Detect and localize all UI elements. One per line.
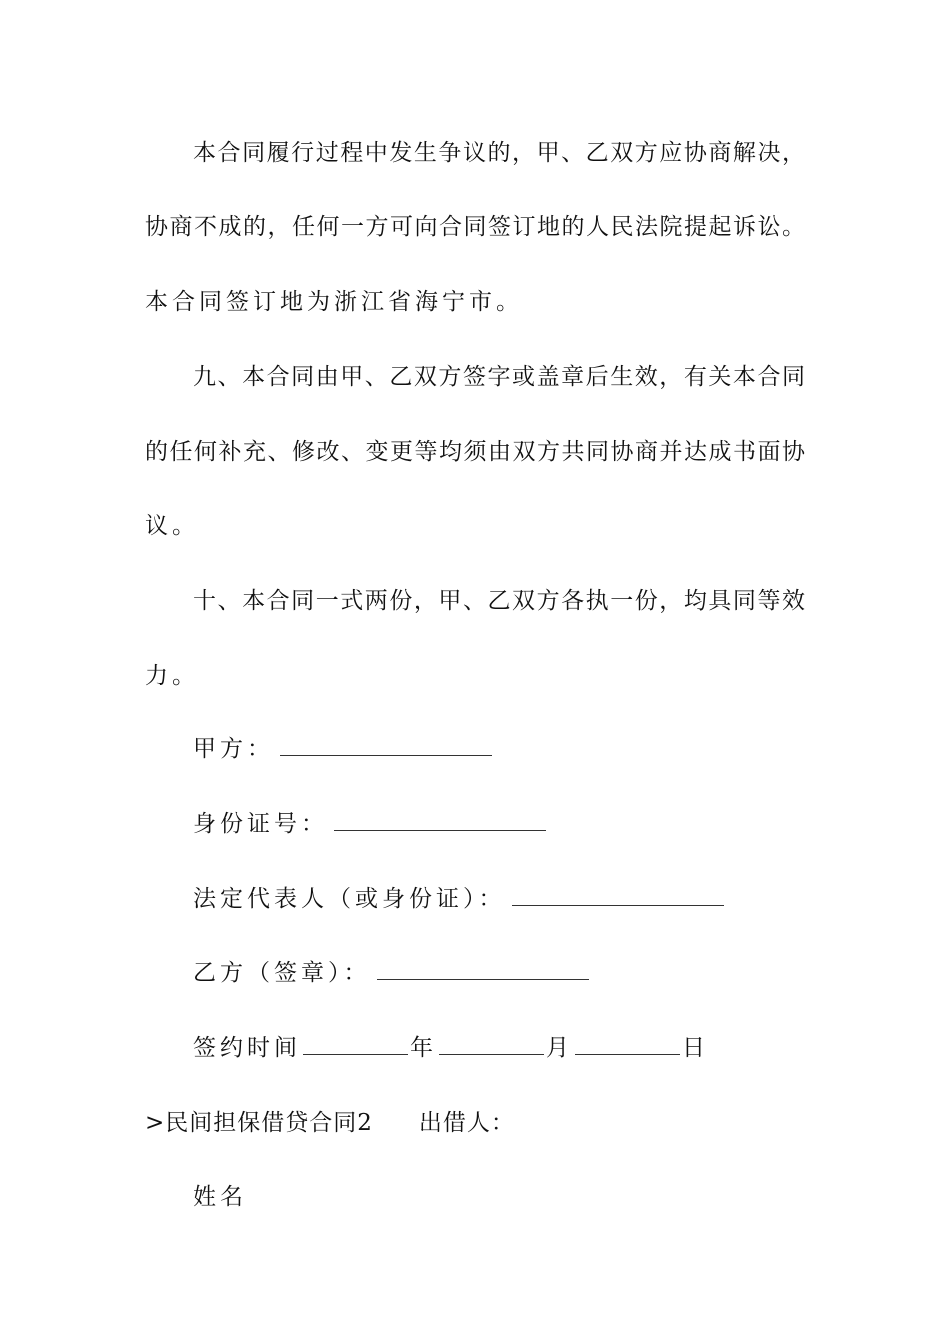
- paragraph-line: 本合同履行过程中发生争议的，甲、乙双方应协商解决，: [193, 140, 805, 166]
- party-a-line: [193, 733, 853, 765]
- paragraph-line: 力。: [145, 663, 199, 689]
- id-number-line: [193, 808, 853, 840]
- next-contract-line: [145, 1107, 805, 1139]
- lender-label: 出借人：: [418, 1110, 515, 1136]
- sign-time-label: 签约时间: [193, 1035, 301, 1061]
- name-line: 姓名: [193, 1184, 247, 1210]
- day-blank: [575, 1032, 680, 1055]
- sign-time-line: [193, 1032, 853, 1064]
- party-b-blank: [377, 957, 589, 980]
- party-a-blank: [280, 733, 492, 756]
- month-label: 月: [546, 1035, 573, 1061]
- year-label: 年: [410, 1035, 437, 1061]
- month-blank: [439, 1032, 544, 1055]
- legal-rep-label: 法定代表人（或身份证）：: [193, 886, 506, 912]
- id-number-blank: [334, 808, 546, 831]
- next-contract-title: >民间担保借贷合同2: [145, 1110, 373, 1136]
- legal-rep-line: [193, 883, 853, 915]
- paragraph-line: 协商不成的，任何一方可向合同签订地的人民法院提起诉讼。: [145, 214, 805, 240]
- day-label: 日: [682, 1035, 709, 1061]
- year-blank: [303, 1032, 408, 1055]
- paragraph-line: 九、本合同由甲、乙双方签字或盖章后生效，有关本合同: [193, 364, 805, 390]
- party-b-line: [193, 957, 853, 989]
- id-number-label: 身份证号：: [193, 811, 328, 837]
- party-a-label: 甲方：: [193, 736, 274, 762]
- paragraph-line: 本合同签订地为浙江省海宁市。: [145, 289, 523, 315]
- paragraph-line: 议。: [145, 513, 199, 539]
- party-b-label: 乙方（签章）：: [193, 960, 371, 986]
- paragraph-line: 十、本合同一式两份，甲、乙双方各执一份，均具同等效: [193, 588, 805, 614]
- paragraph-line: 的任何补充、修改、变更等均须由双方共同协商并达成书面协: [145, 439, 805, 465]
- legal-rep-blank: [512, 883, 724, 906]
